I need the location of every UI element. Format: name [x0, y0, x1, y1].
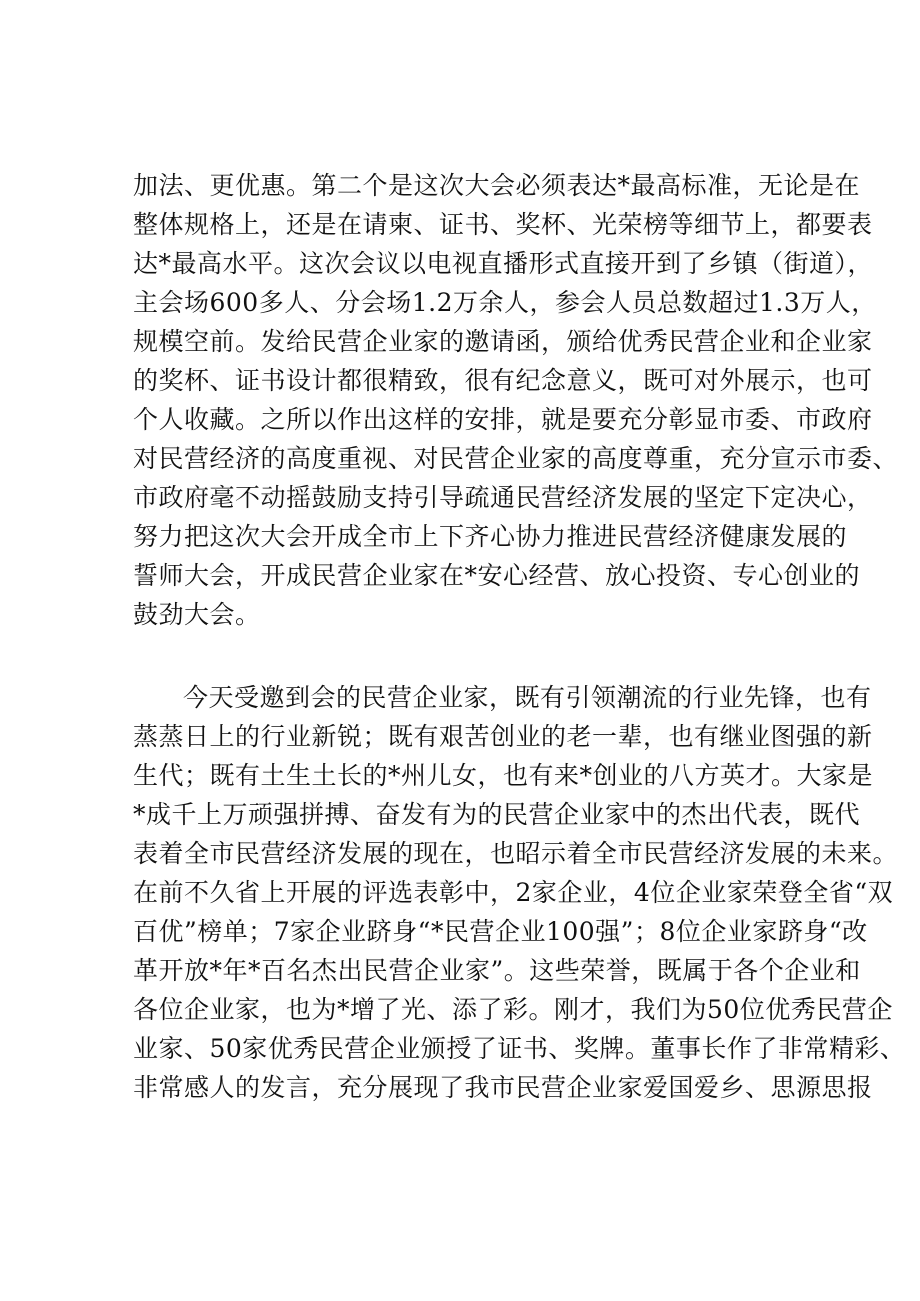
paragraph-line: 表着全市民营经济发展的现在，也昭示着全市民营经济发展的未来。	[133, 839, 899, 868]
paragraph-2	[133, 678, 906, 1107]
paragraph-line: 努力把这次大会开成全市上下齐心协力推进民营经济健康发展的	[133, 522, 848, 551]
paragraph-line: 整体规格上，还是在请柬、证书、奖杯、光荣榜等细节上，都要表	[133, 210, 873, 239]
paragraph-first-line: 今天受邀到会的民营企业家，既有引领潮流的行业先锋，也有	[183, 683, 872, 712]
paragraph-line: 生代；既有土生土长的*州儿女，也有来*创业的八方英才。大家是	[133, 761, 874, 790]
paragraph-line: 主会场600多人、分会场1.2万余人，参会人员总数超过1.3万人，	[133, 288, 877, 317]
paragraph-line: 规模空前。发给民营企业家的邀请函，颁给优秀民营企业和企业家	[133, 327, 873, 356]
paragraph-line: 誓师大会，开成民营企业家在*安心经营、放心投资、专心创业的	[133, 561, 861, 590]
paragraph-line: 个人收藏。之所以作出这样的安排，就是要充分彰显市委、市政府	[133, 405, 873, 434]
paragraph-line: 达*最高水平。这次会议以电视直播形式直接开到了乡镇（街道），	[133, 249, 874, 278]
paragraph-line: 革开放*年*百名杰出民营企业家”。这些荣誉，既属于各个企业和	[133, 956, 861, 985]
paragraph-line: *成千上万顽强拼搏、奋发有为的民营企业家中的杰出代表，既代	[133, 800, 861, 829]
paragraph-line: 对民营经济的高度重视、对民营企业家的高度尊重，充分宣示市委、	[133, 444, 899, 473]
paragraph-1	[133, 166, 899, 634]
paragraph-line: 的奖杯、证书设计都很精致，很有纪念意义，既可对外展示，也可	[133, 366, 873, 395]
paragraph-line: 蒸蒸日上的行业新锐；既有艰苦创业的老一辈，也有继业图强的新	[133, 722, 873, 751]
paragraph-line: 百优”榜单；7家企业跻身“*民营企业100强”；8位企业家跻身“改	[133, 917, 868, 946]
paragraph-line: 业家、50家优秀民营企业颁授了证书、奖牌。董事长作了非常精彩、	[133, 1034, 906, 1063]
paragraph-line: 各位企业家，也为*增了光、添了彩。刚才，我们为50位优秀民营企	[133, 995, 893, 1024]
paragraph-line: 市政府毫不动摇鼓励支持引导疏通民营经济发展的坚定下定决心，	[133, 483, 873, 512]
paragraph-line: 加法、更优惠。第二个是这次大会必须表达*最高标准，无论是在	[133, 171, 861, 200]
paragraph-line-last: 鼓劲大会。	[133, 600, 261, 629]
paragraph-line: 在前不久省上开展的评选表彰中，2家企业，4位企业家荣登全省“双	[133, 878, 894, 907]
paragraph-line: 非常感人的发言，充分展现了我市民营企业家爱国爱乡、思源思报	[133, 1073, 873, 1102]
